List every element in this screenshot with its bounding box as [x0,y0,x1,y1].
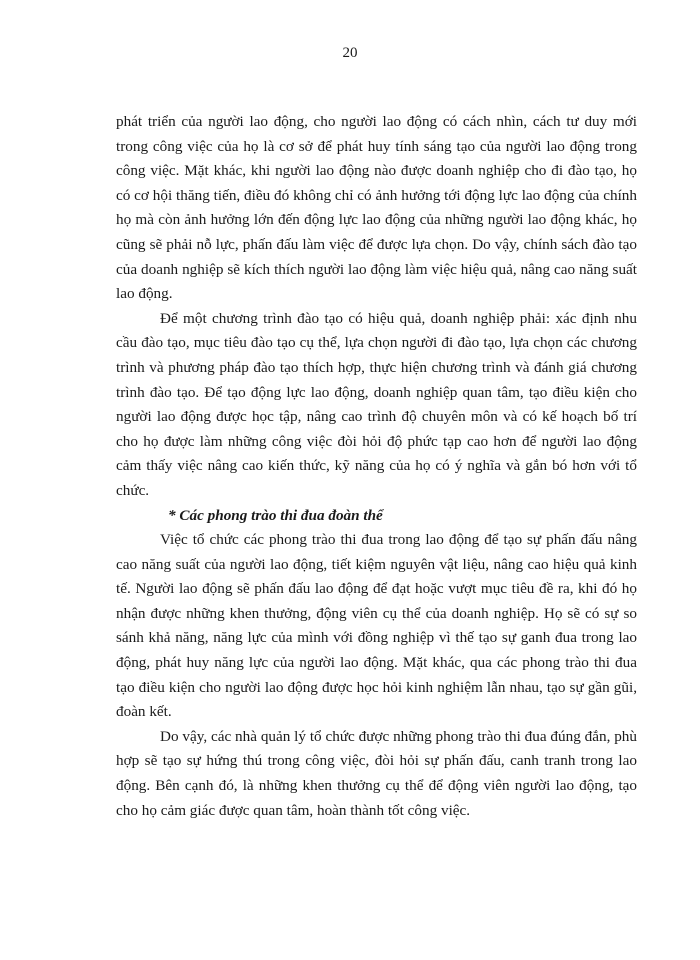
paragraph-training-program: Để một chương trình đào tạo có hiệu quả, doanh nghiệp phải: xác định nhu cầu đào tạo, mục tiêu đào tạo cụ thể, lựa chọn người đi đào tạo, lựa chọn các chương trình và phương pháp đào tạo thích hợp, thực hiện chương trình và đánh giá chương trình đào tạo. Để tạo động lực lao động, doanh nghiệp quan tâm, tạo điều kiện cho người lao động được học tập, nâng cao trình độ chuyên môn và có kế hoạch bố trí cho họ được làm những công việc đòi hỏi độ phức tạp cao hơn để người lao động cảm thấy việc nâng cao kiến thức, kỹ năng của họ có ý nghĩa và gắn bó hơn với tổ chức. [116,309,637,499]
paragraph-emulation-conclusion: Do vậy, các nhà quản lý tổ chức được những phong trào thi đua đúng đắn, phù hợp sẽ tạo sự hứng thú trong công việc, đòi hỏi sự phấn đấu, canh tranh trong lao động. Bên cạnh đó, là những khen thưởng cụ thể để động viên người lao động, tạo cho họ cảm giác được quan tâm, hoàn thành tốt công việc. [116,727,637,819]
page-number: 20 [342,45,358,61]
paragraph-training-benefits: phát triển của người lao động, cho người lao động có cách nhìn, cách tư duy mới trong công việc của họ là cơ sở để phát huy tính sáng tạo của người lao động trong công việc. Mặt khác, khi người lao động nào được doanh nghiệp cho đi đào tạo, họ có cơ hội thăng tiến, điều đó không chỉ có ảnh hưởng tới động lực lao động của chính họ mà còn ảnh hưởng lớn đến động lực lao động của những người lao động khác, họ cũng sẽ phải nỗ lực, phấn đấu làm việc để được lựa chọn. Do vậy, chính sách đào tạo của doanh nghiệp sẽ kích thích người lao động làm việc hiệu quả, nâng cao năng suất lao động. [116,113,637,303]
section-heading-emulation-movements: * Các phong trào thi đua đoàn thể [168,506,383,524]
document-body [116,110,637,823]
paragraph-emulation-organization: Việc tổ chức các phong trào thi đua trong lao động để tạo sự phấn đấu nâng cao năng suất của người lao động, tiết kiệm nguyên vật liệu, nâng cao hiệu quả kinh tế. Người lao động sẽ phấn đấu lao động để đạt hoặc vượt mục tiêu đề ra, khi đó họ nhận được những khen thưởng, động viên cụ thể của doanh nghiệp. Họ sẽ có sự so sánh khả năng, năng lực của mình với đồng nghiệp vì thế tạo sự ganh đua trong lao động, phát huy năng lực của người lao động. Mặt khác, qua các phong trào thi đua tạo điều kiện cho người lao động được học hỏi kinh nghiệm lẫn nhau, tạo sự gần gũi, đoàn kết. [116,531,637,721]
